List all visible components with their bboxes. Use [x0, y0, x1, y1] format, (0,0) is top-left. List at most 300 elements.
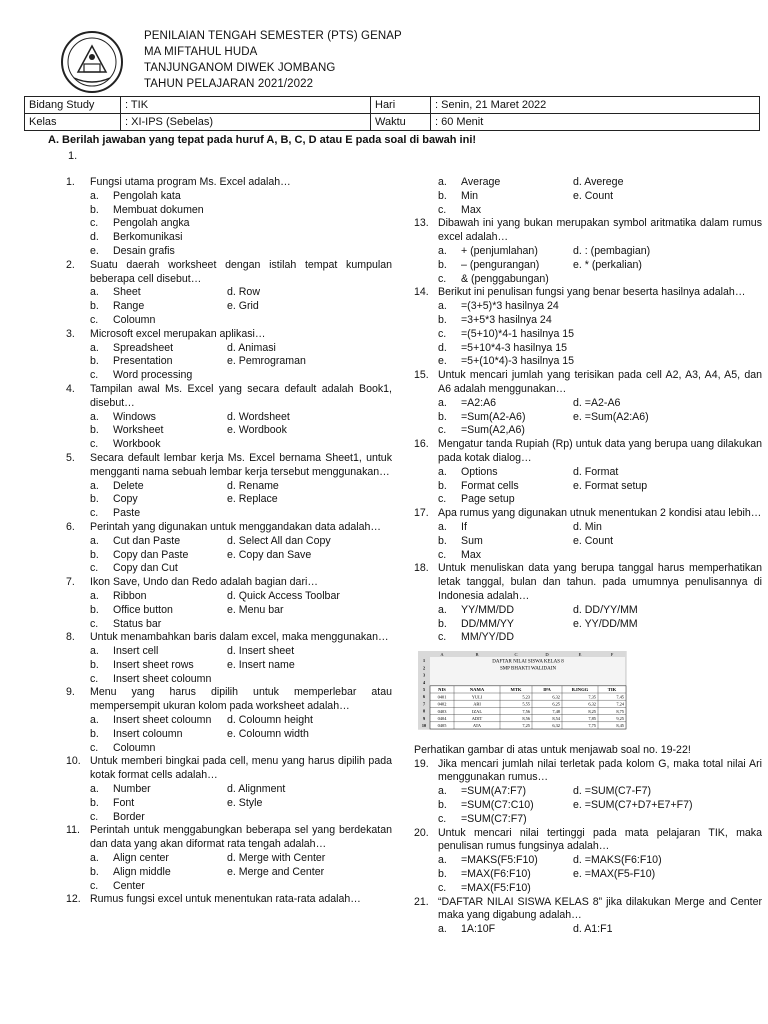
column-letter: D — [545, 651, 549, 657]
option-letter: b. — [90, 865, 99, 878]
question-text: Fungsi utama program Ms. Excel adalah… — [90, 176, 291, 188]
option-row — [66, 355, 392, 369]
option-text: MM/YY/DD — [461, 631, 514, 644]
column-letter: F — [610, 651, 614, 657]
question-text: Ikon Save, Undo dan Redo adalah bagian dari… — [90, 576, 318, 589]
option-letter: b. — [90, 603, 99, 616]
hari-value: : Senin, 21 Maret 2022 — [431, 97, 760, 114]
option-text: Windows — [113, 410, 156, 423]
option-letter: c. — [90, 879, 99, 892]
row-number: 1 — [422, 658, 426, 664]
option-row — [414, 521, 762, 535]
question-text: “DAFTAR NILAI SISWA KELAS 8” jika dilakukan Merge and Center maka yang digabung adalah… — [438, 895, 762, 922]
table-data-cell: 0402 — [437, 701, 447, 707]
question-text: Secara default lembar kerja Ms. Excel bernama Sheet1, untuk mengganti nama sebuah lembar kerja tersebut menggunakan… — [90, 451, 392, 478]
question-text: Apa rumus yang digunakan utnuk menentukan 2 kondisi atau lebih… — [438, 507, 762, 520]
option-letter: a. — [90, 714, 99, 727]
row-number: 8 — [422, 708, 426, 714]
option-text: Align middle — [113, 865, 171, 878]
question — [414, 217, 762, 245]
option-text-alt: d. Animasi — [227, 341, 276, 354]
option-text: Insert sheet coloumn — [113, 714, 212, 727]
option-letter: c. — [90, 672, 99, 685]
question-text: Rumus fungsi excel untuk menentukan rata-rata adalah… — [90, 893, 361, 906]
question — [414, 507, 762, 521]
option-letter: a. — [438, 300, 447, 313]
bidang-value: : TIK — [121, 97, 371, 114]
option-text-alt: d. Format — [573, 465, 619, 478]
header-line-3: TANJUNGANOM DIWEK JOMBANG — [144, 62, 336, 74]
option-letter: b. — [438, 410, 447, 423]
option-text: Copy dan Paste — [113, 548, 189, 561]
table-data-cell: YULI — [471, 694, 483, 700]
option-text: DD/MM/YY — [461, 617, 514, 630]
option-letter: c. — [438, 203, 447, 216]
option-letter: a. — [438, 176, 447, 188]
option-letter: a. — [438, 854, 447, 867]
row-number: 2 — [422, 665, 426, 671]
option-text: =5+10*4-3 hasilnya 15 — [461, 341, 568, 354]
question — [414, 438, 762, 466]
exam-header — [60, 26, 760, 96]
option-text-alt: d. =MAKS(F6:F10) — [573, 854, 662, 867]
option-text-alt: e. Grid — [227, 300, 259, 313]
table-data-cell: 8,54 — [552, 716, 560, 722]
option-text: =MAX(F6:F10) — [461, 868, 531, 881]
option-letter: a. — [90, 286, 99, 299]
option-text: If — [461, 520, 467, 533]
question-text: Untuk mencari nilai tertinggi pada mata pelajaran TIK, maka penulisan rumus fungsinya adalah… — [438, 826, 762, 853]
row-number: 6 — [422, 694, 426, 700]
option-letter: c. — [90, 741, 99, 754]
option-letter: b. — [90, 424, 99, 437]
option-text: Sheet — [113, 286, 141, 299]
option-row — [414, 604, 762, 618]
table-data-cell: 5,23 — [522, 694, 530, 700]
option-text-alt: e. Format setup — [573, 479, 648, 492]
option-row — [66, 369, 392, 383]
option-text: Format cells — [461, 479, 519, 492]
question-text: Perintah untuk menggabungkan beberapa sel yang berdekatan dan data yang akan diformat rata tengah adalah… — [90, 824, 392, 851]
left-column — [66, 176, 392, 907]
header-text — [144, 28, 402, 92]
option-text-alt: d. Min — [573, 520, 602, 533]
option-text: =Sum(A2,A6) — [461, 424, 525, 437]
option-text-alt: e. Count — [573, 534, 614, 547]
option-text: =SUM(C7:C10) — [461, 799, 534, 812]
option-row — [414, 799, 762, 813]
header-line-4: TAHUN PELAJARAN 2021/2022 — [144, 78, 314, 90]
option-letter: a. — [438, 603, 447, 616]
option-letter: b. — [90, 300, 99, 313]
option-row — [66, 314, 392, 328]
option-text-alt: e. Coloumn width — [227, 727, 309, 740]
option-row — [414, 868, 762, 882]
column-letter: E — [578, 651, 582, 657]
option-text: Border — [113, 810, 145, 823]
question-number: 13. — [414, 217, 429, 230]
option-text: Number — [113, 783, 151, 796]
option-text: Worksheet — [113, 424, 164, 437]
option-row — [66, 190, 392, 204]
option-text: Insert sheet rows — [113, 658, 194, 671]
blank-item: 1. — [68, 150, 78, 162]
option-text: & (penggabungan) — [461, 272, 549, 285]
option-row — [66, 866, 392, 880]
row-number: 4 — [422, 679, 426, 685]
question — [414, 286, 762, 300]
option-text-alt: e. YY/DD/MM — [573, 617, 638, 630]
option-row — [414, 355, 762, 369]
table-data-cell: ARI — [473, 701, 481, 707]
question — [66, 755, 392, 783]
table-data-cell: 6,32 — [588, 701, 596, 707]
option-text: Status bar — [113, 617, 162, 630]
option-text: Insert sheet coloumn — [113, 672, 212, 685]
option-text-alt: d. Alignment — [227, 783, 286, 796]
option-letter: c. — [438, 812, 447, 825]
table-data-cell: 6,32 — [552, 723, 560, 729]
option-text: Options — [461, 465, 498, 478]
question-number: 4. — [66, 382, 75, 395]
option-row — [66, 411, 392, 425]
bidang-label: Bidang Study — [25, 97, 121, 114]
table-header-cell: B.INGG — [571, 687, 589, 693]
option-text: =MAKS(F5:F10) — [461, 854, 538, 867]
table-data-cell: ADIT — [471, 716, 483, 722]
option-text: Membuat dokumen — [113, 203, 204, 216]
question — [414, 896, 762, 924]
question-number: 14. — [414, 286, 429, 299]
question-number: 8. — [66, 631, 75, 644]
row-number: 5 — [422, 687, 426, 693]
option-row — [414, 397, 762, 411]
question — [66, 893, 392, 907]
option-letter: b. — [90, 203, 99, 216]
question-text: Berikut ini penulisan fungsi yang benar beserta hasilnya adalah… — [438, 286, 746, 299]
option-text-alt: d. Row — [227, 286, 260, 299]
option-row — [66, 507, 392, 521]
question-text: Menu yang harus dipilih untuk memperlebar atau mempersempit ukuran kolom pada worksheet adalah… — [90, 686, 392, 713]
option-letter: b. — [438, 479, 447, 492]
option-text: Average — [461, 176, 501, 188]
option-row — [414, 328, 762, 342]
question — [414, 369, 762, 397]
question-number: 17. — [414, 507, 429, 520]
option-letter: b. — [438, 617, 447, 630]
kelas-value: : XI-IPS (Sebelas) — [121, 114, 371, 131]
option-row — [66, 714, 392, 728]
option-letter: c. — [90, 217, 99, 230]
option-text: Font — [113, 796, 135, 809]
option-letter: a. — [90, 783, 99, 796]
question — [66, 631, 392, 645]
option-text-alt: d. Select All dan Copy — [227, 534, 331, 547]
header-line-1: PENILAIAN TENGAH SEMESTER (PTS) GENAP — [144, 30, 402, 42]
option-row — [414, 273, 762, 287]
question — [414, 562, 762, 603]
option-text: Word processing — [113, 369, 193, 382]
option-row — [414, 785, 762, 799]
column-letter: A — [440, 651, 444, 657]
option-letter: c. — [90, 810, 99, 823]
option-text: Insert cell — [113, 645, 159, 658]
option-row — [66, 342, 392, 356]
option-row — [414, 549, 762, 563]
option-text: Pengolah angka — [113, 217, 190, 230]
option-row — [66, 438, 392, 452]
option-row — [66, 245, 392, 259]
option-text-alt: d. A1:F1 — [573, 923, 613, 936]
table-data-cell: 8,25 — [588, 708, 596, 714]
row-number: 9 — [422, 715, 426, 721]
option-letter: d. — [90, 231, 99, 244]
question-number: 20. — [414, 826, 429, 839]
option-row — [66, 728, 392, 742]
option-letter: d. — [438, 341, 447, 354]
table-data-cell: 0405 — [437, 723, 447, 729]
question-number: 1. — [66, 176, 75, 188]
option-text-alt: e. Replace — [227, 493, 278, 506]
option-text: =(5+10)*4-1 hasilnya 15 — [461, 327, 575, 340]
question — [66, 521, 392, 535]
table-data-cell: 7,85 — [588, 716, 596, 722]
table-data-cell: 7,45 — [616, 694, 624, 700]
question-text: Perintah yang digunakan untuk menggandakan data adalah… — [90, 520, 381, 533]
option-row — [66, 880, 392, 894]
option-text: Workbook — [113, 438, 161, 451]
question-number: 21. — [414, 895, 429, 908]
row-number: 10 — [421, 723, 427, 729]
option-row — [66, 618, 392, 632]
option-text-alt: d. Wordsheet — [227, 410, 290, 423]
option-letter: b. — [90, 493, 99, 506]
option-text: 1A:10F — [461, 923, 496, 936]
option-text-alt: d. Coloumn height — [227, 714, 313, 727]
row-number: 7 — [422, 701, 426, 707]
option-letter: c. — [438, 493, 447, 506]
option-text-alt: e. Style — [227, 796, 263, 809]
option-text: =SUM(A7:F7) — [461, 785, 527, 798]
table-header-cell: IPA — [543, 687, 551, 693]
figure-title-1: DAFTAR NILAI SISWA KELAS 8 — [492, 659, 564, 665]
table-data-cell: 9,25 — [616, 716, 624, 722]
table-data-cell: 6,32 — [552, 694, 560, 700]
option-letter: c. — [438, 548, 447, 561]
table-data-cell: 7,48 — [552, 708, 560, 714]
option-letter: c. — [90, 369, 99, 382]
option-letter: b. — [90, 796, 99, 809]
table-data-cell: 7,35 — [588, 694, 596, 700]
option-letter: b. — [90, 355, 99, 368]
question-number: 18. — [414, 562, 429, 575]
option-text: Page setup — [461, 493, 515, 506]
option-letter: a. — [438, 244, 447, 257]
option-row — [66, 742, 392, 756]
option-text-alt: d. DD/YY/MM — [573, 603, 638, 616]
option-row — [66, 604, 392, 618]
option-letter: c. — [438, 272, 447, 285]
question — [66, 452, 392, 480]
option-letter: a. — [90, 534, 99, 547]
option-row — [66, 562, 392, 576]
option-text-alt: d. =SUM(C7-F7) — [573, 785, 651, 798]
option-text-alt: d. =A2-A6 — [573, 396, 621, 409]
option-letter: c. — [90, 313, 99, 326]
option-letter: a. — [90, 479, 99, 492]
option-row — [66, 424, 392, 438]
option-text: Paste — [113, 507, 141, 520]
figure-note: Perhatikan gambar di atas untuk menjawab soal no. 19-22! — [414, 743, 691, 756]
option-row — [66, 286, 392, 300]
option-text: Ribbon — [113, 589, 147, 602]
option-letter: b. — [90, 548, 99, 561]
question — [66, 824, 392, 852]
table-data-cell: 7,25 — [522, 723, 530, 729]
question — [66, 176, 392, 190]
option-row — [66, 590, 392, 604]
question-text: Dibawah ini yang bukan merupakan symbol aritmatika dalam rumus excel adalah… — [438, 217, 762, 244]
option-row — [414, 245, 762, 259]
question — [414, 827, 762, 855]
question — [66, 576, 392, 590]
option-text-alt: d. Quick Access Toolbar — [227, 589, 340, 602]
option-text-alt: e. =Sum(A2:A6) — [573, 410, 649, 423]
right-questions-part-2 — [414, 758, 762, 937]
waktu-label: Waktu — [371, 114, 431, 131]
table-data-cell: 5,55 — [522, 701, 530, 707]
option-text-alt: e. Count — [573, 189, 614, 202]
instruction: A. Berilah jawaban yang tepat pada huruf A, B, C, D atau E pada soal di bawah ini! — [48, 134, 477, 146]
spreadsheet-figure — [418, 651, 638, 735]
option-row — [414, 411, 762, 425]
option-text: – (pengurangan) — [461, 258, 540, 271]
hari-label: Hari — [371, 97, 431, 114]
question-number: 5. — [66, 451, 75, 464]
option-text: =3+5*3 hasilnya 24 — [461, 313, 552, 326]
header-line-2: MA MIFTAHUL HUDA — [144, 46, 258, 58]
column-header-bar — [418, 651, 626, 657]
option-row — [414, 631, 762, 645]
question-text: Untuk memberi bingkai pada cell, menu yang harus dipilih pada kotak format cells adalah… — [90, 755, 392, 782]
option-text: Sum — [461, 534, 483, 547]
option-text: Office button — [113, 603, 173, 616]
option-row — [414, 882, 762, 896]
option-letter: b. — [438, 313, 447, 326]
option-row — [66, 797, 392, 811]
option-row — [414, 493, 762, 507]
option-letter: a. — [438, 465, 447, 478]
option-row — [414, 300, 762, 314]
option-text-alt: d. Rename — [227, 479, 279, 492]
table-data-cell: 8,56 — [522, 716, 530, 722]
option-text: Desain grafis — [113, 244, 175, 257]
question-number: 6. — [66, 520, 75, 533]
option-letter: c. — [438, 881, 447, 894]
option-row — [66, 204, 392, 218]
right-column — [414, 176, 762, 937]
option-letter: c. — [90, 562, 99, 575]
option-letter: b. — [438, 534, 447, 547]
option-letter: b. — [438, 189, 447, 202]
option-row — [66, 673, 392, 687]
option-row — [66, 852, 392, 866]
option-letter: b. — [438, 258, 447, 271]
question — [414, 758, 762, 786]
option-letter: c. — [438, 327, 447, 340]
column-letter: B — [475, 651, 479, 657]
option-text-alt: e. * (perkalian) — [573, 258, 642, 271]
option-letter: a. — [90, 645, 99, 658]
option-text: Copy — [113, 493, 138, 506]
option-text: Delete — [113, 479, 144, 492]
kelas-label: Kelas — [25, 114, 121, 131]
option-text-alt: e. Menu bar — [227, 603, 284, 616]
option-text: YY/MM/DD — [461, 603, 514, 616]
table-data-cell: 0403 — [437, 708, 447, 714]
option-row — [66, 811, 392, 825]
option-text-alt: e. Copy dan Save — [227, 548, 312, 561]
question-number: 9. — [66, 686, 75, 699]
option-text-alt: e. Pemrograman — [227, 355, 306, 368]
table-data-cell: 8,75 — [616, 708, 624, 714]
option-row — [414, 259, 762, 273]
question-number: 11. — [66, 824, 80, 837]
option-row — [66, 549, 392, 563]
question-number: 3. — [66, 327, 75, 340]
option-row — [414, 480, 762, 494]
table-data-cell: 0404 — [437, 716, 447, 722]
question-text: Untuk menuliskan data yang berupa tanggal harus memperhatikan letak tanggal, bulan dan tahun. pada umumnya penulisannya di Indonesia adalah… — [438, 562, 762, 602]
question-number: 16. — [414, 438, 429, 451]
option-letter: a. — [90, 189, 99, 202]
option-row — [414, 314, 762, 328]
table-data-cell: 7,75 — [588, 723, 596, 729]
option-text: Coloumn — [113, 313, 156, 326]
option-text: Cut dan Paste — [113, 534, 181, 547]
option-row — [414, 618, 762, 632]
table-header-cell: MTK — [510, 687, 522, 693]
option-row — [414, 424, 762, 438]
option-row — [414, 342, 762, 356]
question — [66, 383, 392, 411]
question-text: Mengatur tanda Rupiah (Rp) untuk data yang berupa uang dilakukan pada kotak dialog… — [438, 438, 762, 464]
question-number: 12. — [66, 893, 81, 906]
question-number: 19. — [414, 757, 429, 770]
option-text: Max — [461, 548, 482, 561]
option-row — [66, 300, 392, 314]
table-data-cell: ATA — [472, 723, 482, 729]
option-letter: c. — [438, 424, 447, 437]
option-letter: b. — [90, 658, 99, 671]
option-letter: c. — [90, 438, 99, 451]
table-data-cell: 7,24 — [616, 701, 624, 707]
table-data-cell: 6,25 — [552, 701, 560, 707]
question — [66, 259, 392, 287]
option-text-alt: d. : (pembagian) — [573, 244, 651, 257]
option-row — [66, 231, 392, 245]
option-text: + (penjumlahan) — [461, 244, 538, 257]
table-header-cell: TIK — [607, 687, 617, 693]
option-letter: b. — [438, 868, 447, 881]
option-text: =A2:A6 — [461, 396, 497, 409]
option-text-alt: e. =SUM(C7+D7+E7+F7) — [573, 799, 693, 812]
table-data-cell: 7,56 — [522, 708, 530, 714]
waktu-value: : 60 Menit — [431, 114, 760, 131]
option-row — [66, 217, 392, 231]
question-number: 15. — [414, 369, 429, 382]
figure-title-2: SMP BHAKTI WALIDAIN — [499, 666, 557, 672]
